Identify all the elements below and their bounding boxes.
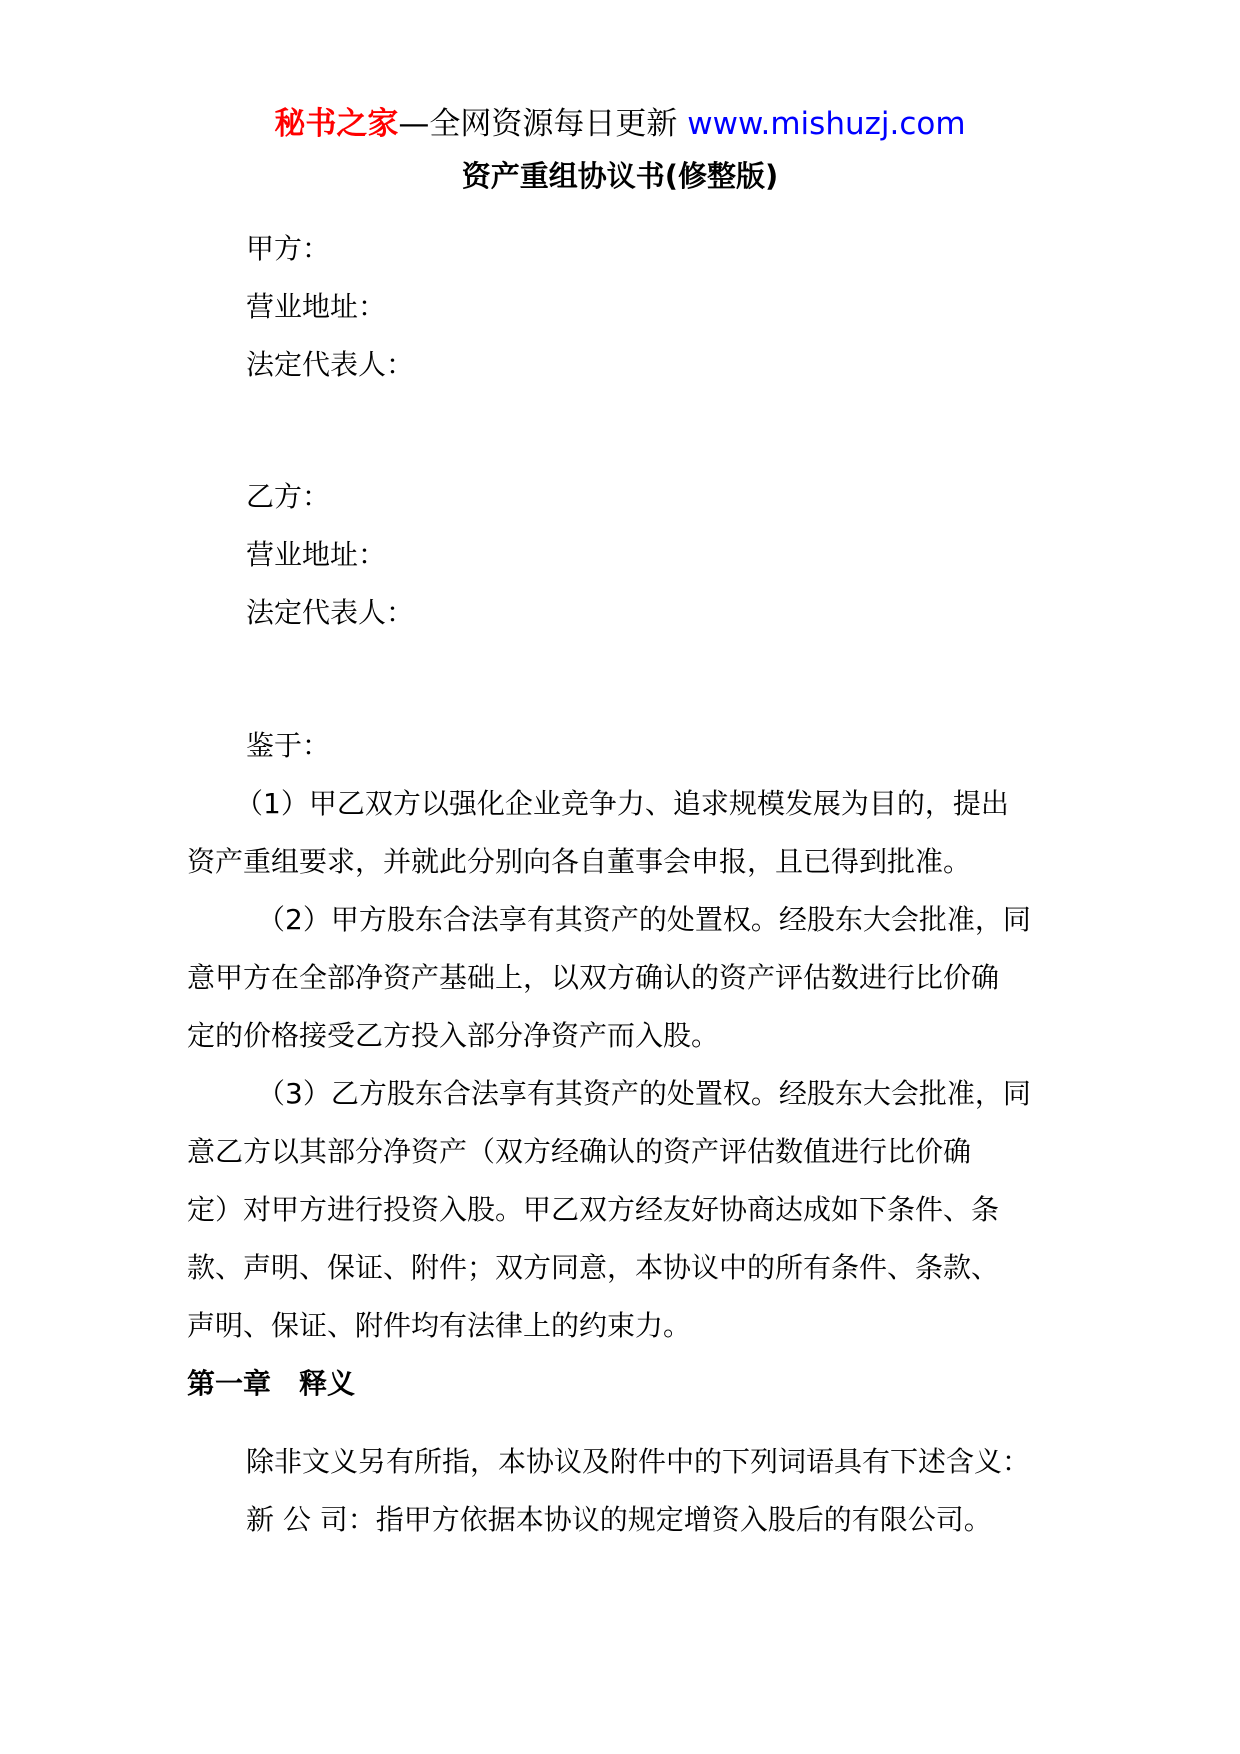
party-b-address-label: 营业地址： <box>246 538 387 571</box>
party-a-rep-label: 法定代表人： <box>246 348 415 381</box>
whereas-clause-3-line-4: 款、声明、保证、附件；双方同意，本协议中的所有条件、条款、 <box>187 1251 1000 1284</box>
party-a-address-label: 营业地址： <box>246 290 387 323</box>
party-a-label: 甲方： <box>246 232 331 265</box>
brand-name: 秘书之家 <box>274 106 399 142</box>
chapter-1-heading: 第一章 释义 <box>187 1367 356 1400</box>
whereas-clause-1-line-1: （1）甲乙双方以强化企业竞争力、追求规模发展为目的，提出 <box>235 787 1009 820</box>
whereas-clause-3-line-3: 定）对甲方进行投资入股。甲乙双方经友好协商达成如下条件、条 <box>187 1193 1000 1226</box>
whereas-clause-3-line-5: 声明、保证、附件均有法律上的约束力。 <box>187 1309 692 1342</box>
whereas-clause-3-line-1: （3）乙方股东合法享有其资产的处置权。经股东大会批准，同 <box>257 1077 1031 1110</box>
whereas-label: 鉴于： <box>246 729 331 762</box>
whereas-clause-2-line-1: （2）甲方股东合法享有其资产的处置权。经股东大会批准，同 <box>257 903 1031 936</box>
banner-tagline: —全网资源每日更新 <box>398 106 678 142</box>
party-b-label: 乙方： <box>246 480 331 513</box>
whereas-clause-1-line-2: 资产重组要求，并就此分别向各自董事会申报，且已得到批准。 <box>187 845 972 878</box>
website-link[interactable]: www.mishuzj.com <box>687 106 966 142</box>
site-banner <box>0 102 1240 146</box>
whereas-clause-2-line-2: 意甲方在全部净资产基础上，以双方确认的资产评估数进行比价确 <box>187 961 1000 994</box>
whereas-clause-3-line-2: 意乙方以其部分净资产（双方经确认的资产评估数值进行比价确 <box>187 1135 972 1168</box>
document-title: 资产重组协议书(修整版) <box>461 159 779 193</box>
definition-new-company: 新 公 司：指甲方依据本协议的规定增资入股后的有限公司。 <box>246 1503 992 1536</box>
party-b-rep-label: 法定代表人： <box>246 596 415 629</box>
chapter-1-intro: 除非文义另有所指，本协议及附件中的下列词语具有下述含义： <box>246 1445 1031 1478</box>
whereas-clause-2-line-3: 定的价格接受乙方投入部分净资产而入股。 <box>187 1019 720 1052</box>
